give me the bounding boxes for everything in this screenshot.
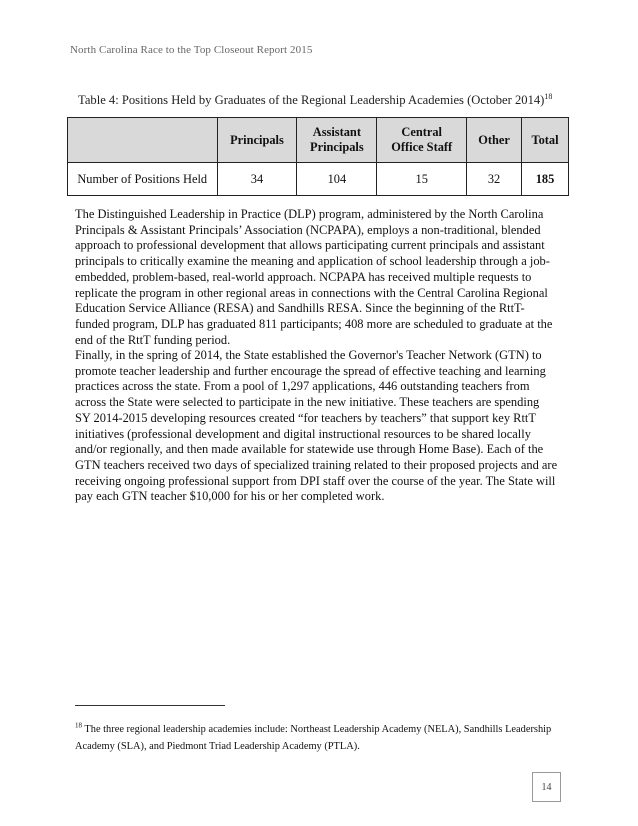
table-header-assistant-principals (297, 118, 377, 163)
header-text: Other (478, 132, 510, 147)
cell-principals: 34 (217, 163, 297, 196)
footnote-text: The three regional leadership academies include: Northeast Leadership Academy (NELA), Sandhills Leadership Academy (SLA), and Piedmont Triad Leadership Academy (PTLA). (75, 724, 552, 752)
header-text: Total (531, 132, 559, 147)
table-row (68, 163, 569, 196)
header-text: Office Staff (391, 140, 453, 154)
header-text: Central (401, 125, 442, 139)
running-header: North Carolina Race to the Top Closeout Report 2015 (70, 44, 313, 56)
header-text: Principals (230, 132, 284, 147)
cell-central-office-staff: 15 (377, 163, 467, 196)
footnote-number: 18 (75, 721, 82, 730)
footnote-divider (75, 705, 225, 706)
table-header-row (68, 118, 569, 163)
cell-assistant-principals: 104 (297, 163, 377, 196)
footnote-reference: 18 (544, 91, 553, 101)
paragraph-gtn-network: Finally, in the spring of 2014, the State established the Governor's Teacher Network (GTN) to promote teacher leadership and further encourage the spread of effective teaching and learning practices across the state. From a pool of 1,297 applications, 446 outstanding teachers from across the State were selected to participate in the new initiative. These teachers are spending SY 2014-2015 developing resources created “for teachers by teachers” that support key RttT initiatives (professional development and digital instructional resources to be shared locally and/or regionally, and then made available for statewide use through Home Base). Each of the GTN teachers received two days of specialized training related to their proposed projects and are receiving ongoing professional support from DPI staff over the course of the year. The State will pay each GTN teacher $10,000 for his or her completed work. (75, 348, 558, 504)
table-header-empty (68, 118, 218, 163)
header-text: Assistant (312, 125, 361, 139)
footnote (75, 722, 570, 755)
header-text: Principals (310, 140, 364, 154)
table-header-principals (217, 118, 297, 163)
row-label: Number of Positions Held (68, 163, 218, 196)
table-caption (78, 93, 552, 108)
paragraph-dlp-program: The Distinguished Leadership in Practice (DLP) program, administered by the North Carolina Principals & Assistant Principals’ Association (NCPAPA), employs a non-traditional, blended approach to professional development that allows participating current principals and assistant principals to critically examine the meaning and application of school leadership through a job- embedded, problem-based, real-world approach. NCPAPA has received multiple requests to replicate the program in other regional areas in connections with the Central Carolina Regional Education Service Alliance (RESA) and Sandhills RESA. Since the beginning of the RttT- funded program, DLP has graduated 811 participants; 408 more are scheduled to graduate at the end of the RttT funding period. (75, 207, 553, 347)
cell-other: 32 (467, 163, 522, 196)
table-header-total (522, 118, 569, 163)
table-caption-text: Table 4: Positions Held by Graduates of the Regional Leadership Academies (October 2014) (78, 93, 545, 107)
positions-table (67, 117, 569, 196)
cell-total: 185 (522, 163, 569, 196)
table-header-other (467, 118, 522, 163)
table-header-central-office-staff (377, 118, 467, 163)
page-number: 14 (532, 772, 561, 802)
